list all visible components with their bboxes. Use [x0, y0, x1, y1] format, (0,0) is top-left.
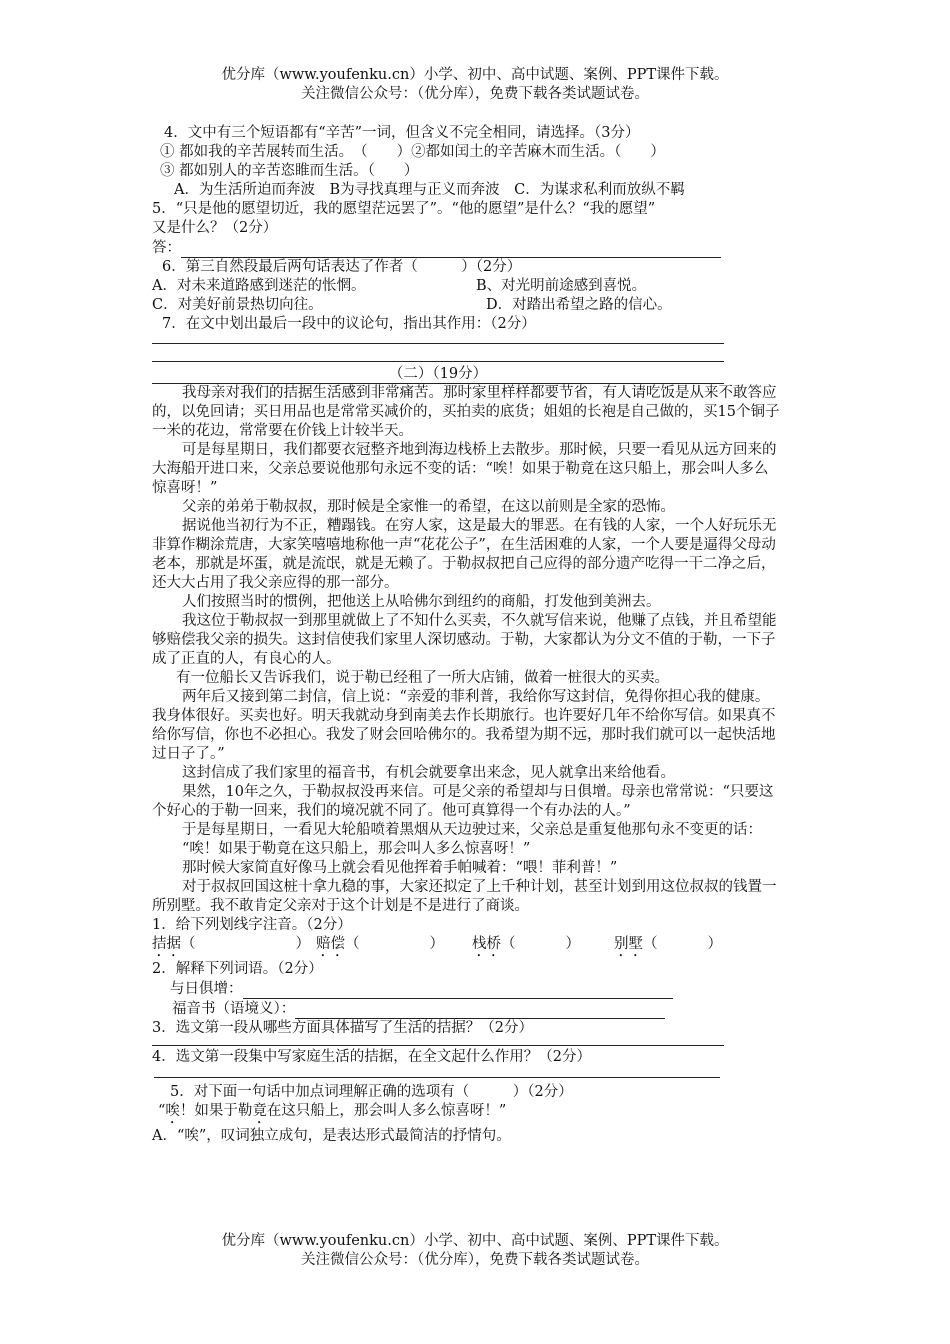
passage-paragraph-4: 据说他当初行为不正，糟蹋钱。在穷人家，这是最大的罪恶。在有钱的人家，一个人好玩乐无非算作糊涂荒唐，大家笑嘻嘻地称他一声“花花公子”，在生活困难的人家，一个人要是逼得父母动老本，那就是坏蛋，就是流氓，就是无赖了。于勒叔叔把自己应得的部分遗产吃得一干二净之后，还大大占用了我父亲应得的那一部分。 — [152, 518, 777, 591]
p2-q2-stem: 2．解释下列词语。（2分） — [152, 961, 323, 977]
p2-q3-answer-line[interactable] — [152, 1045, 724, 1046]
word-bieshu: 别墅 — [614, 936, 643, 952]
header-line-1: 优分库（www.youfenku.cn）小学、初中、高中试题、案例、PPT课件下载。 — [221, 67, 729, 83]
passage-paragraph-2: 可是每星期日，我们都要衣冠整齐地到海边栈桥上去散步。那时候，只要一看见从远方回来的大海船开进口来，父亲总要说他那句永远不变的话：“唉！如果于勒竟在这只船上，那会叫人多么惊喜呀！” — [152, 442, 777, 496]
q6-option-c: C．对美好前景热切向往。 — [152, 297, 323, 313]
q5-stem-line-2: 又是什么？（2分） — [152, 220, 278, 236]
footer-line-1: 优分库（www.youfenku.cn）小学、初中、高中试题、案例、PPT课件下载。 — [221, 1233, 729, 1249]
passage-paragraph-12: “唉！如果于勒竟在这只船上，那会叫人多么惊喜呀！” — [182, 841, 531, 857]
q6-option-d: D．对踏出希望之路的信心。 — [486, 297, 672, 313]
passage-paragraph-7: 有一位船长又告诉我们，说于勒已经租了一所大店铺，做着一桩很大的买卖。 — [176, 670, 669, 686]
passage-paragraph-10: 果然，10年之久，于勒叔叔没再来信。可是父亲的希望却与日俱增。母亲也常常说：“只要这个好心的于勒一回来，我们的境况就不同了。他可真算得一个有办法的人。” — [152, 784, 774, 819]
q7-stem: 7．在文中划出最后一段中的议论句，指出其作用：（2分） — [162, 316, 536, 332]
passage-paragraph-11: 于是每星期日，一看见大轮船喷着黑烟从天边驶过来，父亲总是重复他那句永不变更的话： — [182, 822, 762, 838]
q6-option-b: B、对光明前途感到喜悦。 — [476, 278, 647, 294]
passage-paragraph-6: 我这位于勒叔叔一到那里就做上了不知什么买卖，不久就写信来说，他赚了点钱，并且希望能够赔偿我父亲的损失。这封信使我们家里人深切感动。于勒，大家都认为分文不值的于勒，一下子成了正直的人，有良心的人。 — [152, 613, 777, 667]
p2-q2-term-1-row — [152, 979, 792, 999]
reading-passage — [152, 384, 782, 916]
word-peichang: 赔偿 — [316, 936, 345, 952]
p2-q4-stem: 4．选文第一段集中写家庭生活的拮据，在全文起什么作用？（2分） — [152, 1049, 591, 1065]
passage-paragraph-14: 对于叔叔回国这桩十拿九稳的事，大家还拟定了上千种计划，甚至计划到用这位叔叔的钱置一所别墅。我不敢肯定父亲对于这个计划是不是进行了商谈。 — [152, 879, 777, 914]
q4-stem: 4．文中有三个短语都有“辛苦”一词，但含义不完全相同，请选择。（3分） — [164, 125, 640, 141]
p2-q5-quote-emphasized: 唉 — [165, 1103, 180, 1119]
part2-title: （二）（19分） — [388, 366, 488, 382]
q6-stem: 6．第三自然段最后两句话表达了作者（ ）（2分） — [162, 259, 522, 275]
q5-answer-blank[interactable] — [181, 238, 721, 258]
passage-paragraph-3: 父亲的弟弟于勒叔叔，那时候是全家惟一的希望，在这以前则是全家的恐怖。 — [182, 499, 675, 515]
p2-q1-words: 拮据（ ） 赔偿（ ） 栈桥（ ） 别墅（ ） — [152, 936, 722, 952]
footer-line-2: 关注微信公众号：（优分库），免费下载各类试题试卷。 — [301, 1252, 649, 1268]
p2-q2-term-2: 福音书（语境义）： — [172, 1001, 296, 1017]
p2-q2-term-1: 与日俱增： — [170, 981, 243, 997]
page-header — [0, 66, 950, 104]
q5-answer-row — [152, 238, 792, 258]
answer-label: 答： — [152, 240, 181, 256]
passage-paragraph-13: 那时候大家简直好像马上就会看见他挥着手帕喊着：“喂！菲利普！” — [182, 860, 618, 876]
q4-option-1-2: ① 都如我的辛苦展转而生活。 （ ）②都如闰土的辛苦麻木而生活。（ ） — [160, 144, 665, 160]
passage-paragraph-5: 人们按照当时的惯例，把他送上从哈佛尔到纽约的商船，打发他到美洲去。 — [182, 594, 661, 610]
passage-paragraph-1: 我母亲对我们的拮据生活感到非常痛苦。那时家里样样都要节省，有人请吃饭是从来不敢答应的，以免回请；买日用品也是常常买减价的，买拍卖的底货；姐姐的长袍是自己做的，买15个铜子一米的花边，常常要在价钱上计较半天。 — [152, 385, 780, 439]
exam-page — [152, 124, 792, 1146]
p2-q2-term-1-blank[interactable] — [243, 979, 673, 999]
page-footer — [0, 1232, 950, 1270]
word-jieju: 拮据 — [152, 936, 181, 952]
q4-option-3: ③ 都如别人的辛苦恣睢而生活。（ ） — [160, 163, 419, 179]
q4-choices: A．为生活所迫而奔波 B为寻找真理与正义而奔波 C．为谋求私利而放纵不羁 — [174, 182, 685, 198]
passage-paragraph-9: 这封信成了我们家里的福音书，有机会就要拿出来念，见人就拿出来给他看。 — [182, 765, 675, 781]
p2-q1-stem: 1．给下列划线字注音。（2分） — [152, 917, 352, 933]
q7-answer-line-2[interactable] — [152, 361, 724, 362]
q5-stem-line-1: 5．“只是他的愿望切近，我的愿望茫远罢了”。“他的愿望”是什么？“我的愿望” — [152, 201, 656, 217]
header-line-2: 关注微信公众号：（优分库），免费下载各类试题试卷。 — [301, 86, 649, 102]
p2-q5-stem: 5．对下面一句话中加点词理解正确的选项有（ ）（2分） — [170, 1084, 573, 1100]
word-zhanqiao: 栈桥 — [472, 936, 501, 952]
q6-row-cd — [152, 296, 792, 315]
q6-option-a: A．对未来道路感到迷茫的怅惘。 — [152, 278, 366, 294]
p2-q3-stem: 3．选文第一段从哪些方面具体描写了生活的拮据？（2分） — [152, 1020, 533, 1036]
p2-q2-term-2-blank[interactable] — [295, 999, 665, 1019]
p2-q5-quote: “唉！如果于勒竟在这只船上，那会叫人多么惊喜呀！” — [158, 1103, 507, 1119]
p2-q2-term-2-row — [152, 999, 792, 1019]
p2-q5-option-a: A．“唉”，叹词独立成句，是表达形式最简洁的抒情句。 — [152, 1128, 511, 1144]
passage-paragraph-8: 两年后又接到第二封信，信上说：“亲爱的菲利普，我给你写这封信，免得你担心我的健康。我身体很好。买卖也好。明天我就动身到南美去作长期旅行。也许要好几年不给你写信。如果真不给你写信，你也不必担心。我发了财会回哈佛尔的。我希望为期不远，那时我们就可以一起快活地过日子了。” — [152, 689, 776, 762]
q6-row-ab — [152, 277, 792, 296]
